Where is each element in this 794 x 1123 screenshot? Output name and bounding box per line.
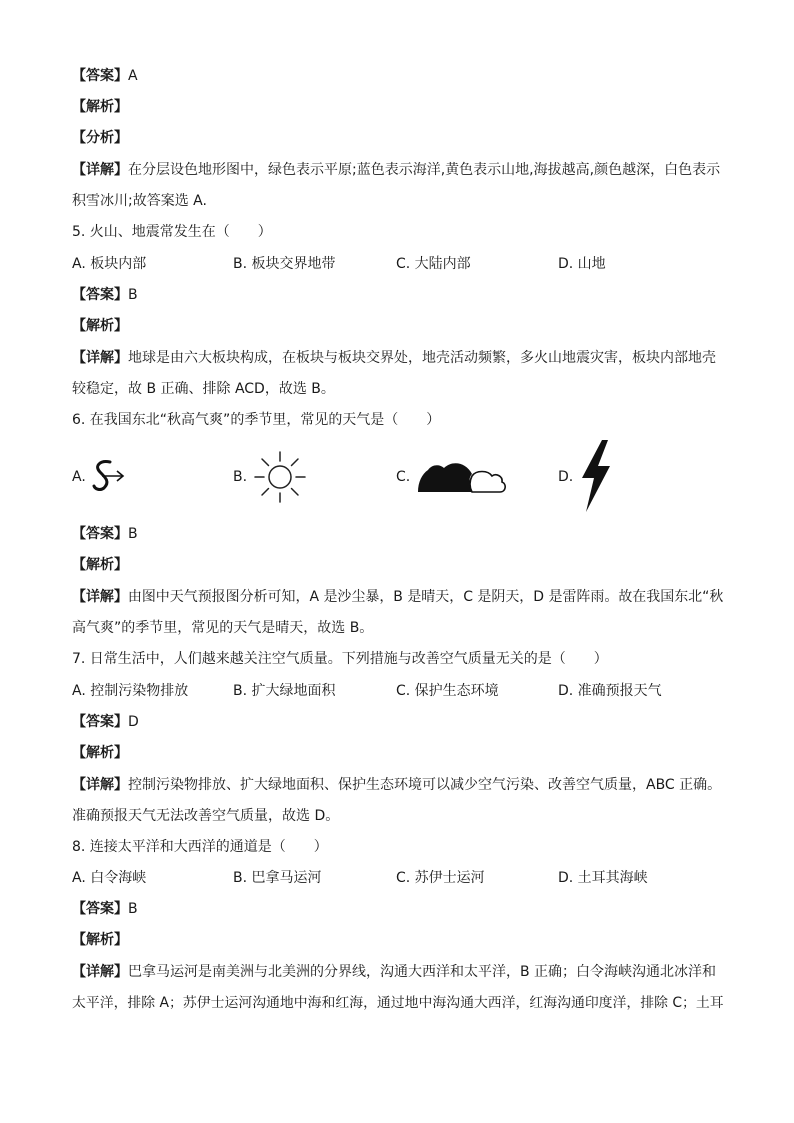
q7-option-c: C. 保护生态环境 xyxy=(396,683,499,699)
q7-detail-line1 xyxy=(72,775,721,795)
answer-tag: 【答案】 xyxy=(72,714,128,730)
q8-option-a: A. 白令海峡 xyxy=(72,870,147,886)
q5-detail-line2: 较稳定，故 B 正确、排除 ACD，故选 B。 xyxy=(72,381,335,397)
detail-text: 由图中天气预报图分析可知，A 是沙尘暴，B 是晴天，C 是阴天，D 是雷阵雨。故在我国东北“秋 xyxy=(127,589,724,605)
q6-option-a-label: A. xyxy=(72,469,86,485)
q4-detail-line2: 积雪冰川;故答案选 A. xyxy=(72,193,207,209)
q8-analysis-tag: 【解析】 xyxy=(72,932,128,948)
q6-detail-line1 xyxy=(72,587,723,607)
q8-detail-line1 xyxy=(72,962,716,982)
answer-tag: 【答案】 xyxy=(72,68,128,84)
answer-value: B xyxy=(128,901,138,917)
answer-tag: 【答案】 xyxy=(72,526,128,542)
q7-question: 7. 日常生活中，人们越来越关注空气质量。下列措施与改善空气质量无关的是（ ） xyxy=(72,651,608,667)
answer-tag: 【答案】 xyxy=(72,287,128,303)
q4-answer xyxy=(72,66,138,86)
q6-option-d-label: D. xyxy=(558,469,574,485)
q5-option-a: A. 板块内部 xyxy=(72,256,147,272)
q8-detail-line2: 太平洋，排除 A；苏伊士运河沟通地中海和红海，通过地中海沟通大西洋，红海沟通印度洋，排除 C；土耳 xyxy=(72,995,724,1011)
q6-option-c-label: C. xyxy=(396,469,411,485)
answer-tag: 【答案】 xyxy=(72,901,128,917)
q6-analysis-tag: 【解析】 xyxy=(72,557,128,573)
sandstorm-icon xyxy=(88,456,128,496)
q4-detail-line1 xyxy=(72,160,720,180)
q7-answer xyxy=(72,712,139,732)
detail-text: 地球是由六大板块构成，在板块与板块交界处，地壳活动频繁，多火山地震灾害，板块内部地壳 xyxy=(128,350,716,366)
detail-tag: 【详解】 xyxy=(72,162,128,178)
q5-analysis-tag: 【解析】 xyxy=(72,318,128,334)
q8-option-d: D. 土耳其海峡 xyxy=(558,870,648,886)
q7-analysis-tag: 【解析】 xyxy=(72,745,128,761)
q6-question: 6. 在我国东北“秋高气爽”的季节里，常见的天气是（ ） xyxy=(72,412,441,428)
answer-value: A xyxy=(128,68,138,84)
q7-option-a: A. 控制污染物排放 xyxy=(72,683,189,699)
detail-tag: 【详解】 xyxy=(72,964,128,980)
thunderstorm-icon xyxy=(578,438,614,514)
q8-option-c: C. 苏伊士运河 xyxy=(396,870,485,886)
answer-value: B xyxy=(128,526,138,542)
q5-option-d: D. 山地 xyxy=(558,256,606,272)
q5-option-b: B. 板块交界地带 xyxy=(233,256,336,272)
detail-text: 控制污染物排放、扩大绿地面积、保护生态环境可以减少空气污染、改善空气质量，ABC 正确。 xyxy=(128,777,722,793)
q5-answer xyxy=(72,285,138,305)
q6-option-b-label: B. xyxy=(233,469,248,485)
q6-answer xyxy=(72,524,138,544)
detail-text: 巴拿马运河是南美洲与北美洲的分界线，沟通大西洋和太平洋，B 正确；白令海峡沟通北冰洋和 xyxy=(128,964,717,980)
answer-value: D xyxy=(128,714,139,730)
answer-value: B xyxy=(128,287,138,303)
detail-text: 在分层设色地形图中，绿色表示平原;蓝色表示海洋,黄色表示山地,海拔越高,颜色越深，白色表示 xyxy=(128,162,721,178)
q5-option-c: C. 大陆内部 xyxy=(396,256,471,272)
q8-question: 8. 连接太平洋和大西洋的通道是（ ） xyxy=(72,839,328,855)
q5-detail-line1 xyxy=(72,348,716,368)
q8-answer xyxy=(72,899,138,919)
q7-option-b: B. 扩大绿地面积 xyxy=(233,683,336,699)
q7-detail-line2: 准确预报天气无法改善空气质量，故选 D。 xyxy=(72,808,340,824)
sunny-icon xyxy=(252,449,308,505)
overcast-icon xyxy=(414,454,508,496)
q5-question: 5. 火山、地震常发生在（ ） xyxy=(72,224,272,240)
q7-option-d: D. 准确预报天气 xyxy=(558,683,662,699)
q6-detail-line2: 高气爽”的季节里，常见的天气是晴天，故选 B。 xyxy=(72,620,374,636)
q8-option-b: B. 巴拿马运河 xyxy=(233,870,322,886)
q4-fenxi-tag: 【分析】 xyxy=(72,130,128,146)
detail-tag: 【详解】 xyxy=(72,777,128,793)
detail-tag: 【详解】 xyxy=(72,589,128,605)
detail-tag: 【详解】 xyxy=(72,350,128,366)
q4-analysis-tag: 【解析】 xyxy=(72,99,128,115)
